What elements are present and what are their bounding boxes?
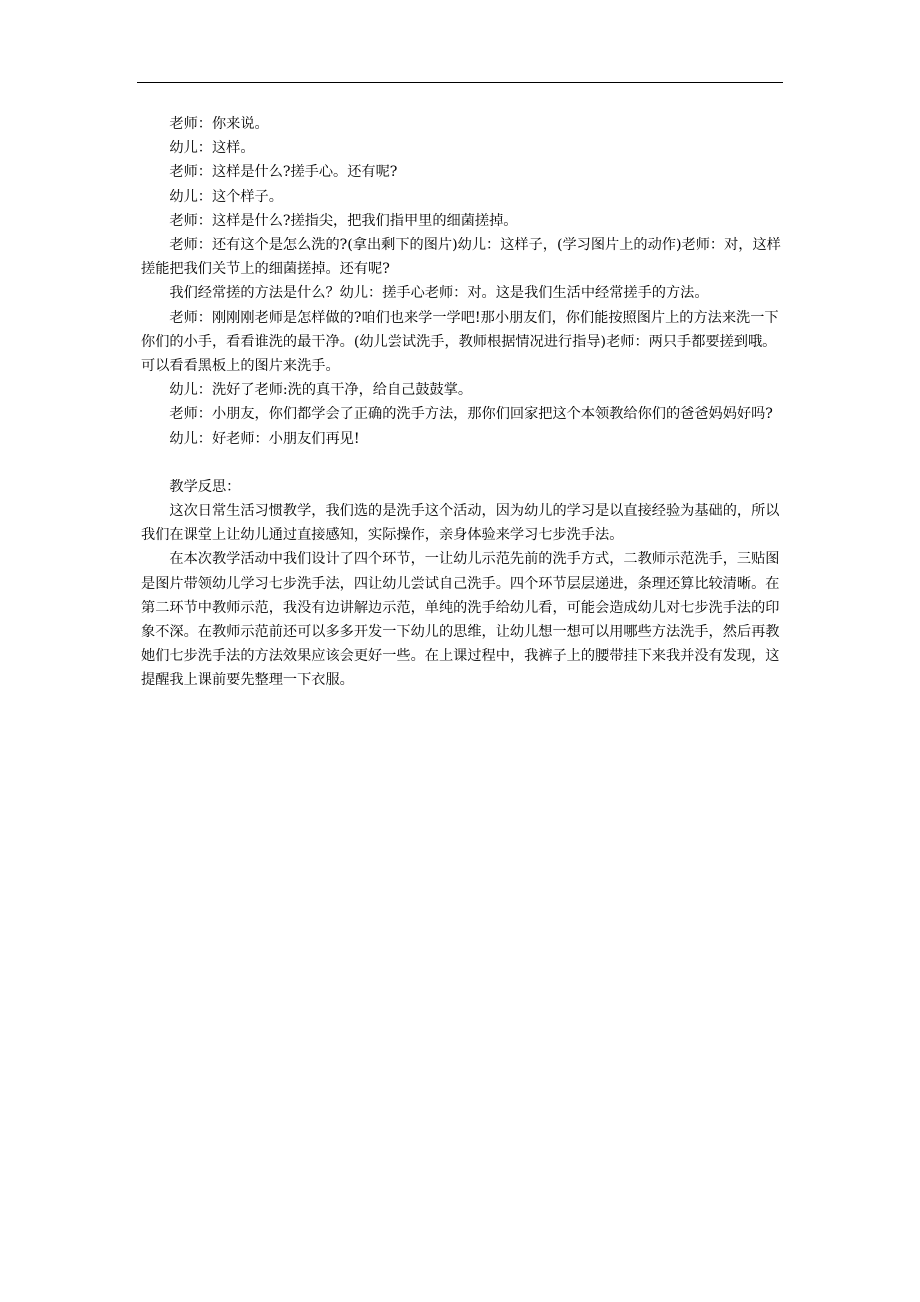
reflection-paragraph: 这次日常生活习惯教学，我们选的是洗手这个活动，因为幼儿的学习是以直接经验为基础的，所以我们在课堂上让幼儿通过直接感知，实际操作，亲身体验来学习七步洗手法。 <box>141 503 780 544</box>
dialogue-line: 老师：刚刚刚老师是怎样做的?咱们也来学一学吧!那小朋友们，你们能按照图片上的方法来洗一下你们的小手，看看谁洗的最干净。(幼儿尝试洗手，教师根据情况进行指导)老师：两只手都要搓到哦。可以看看黑板上的图片来洗手。 <box>141 309 779 375</box>
dialogue-line: 老师：你来说。 <box>169 116 269 132</box>
dialogue-line: 幼儿：洗好了老师:洗的真干净，给自己鼓鼓掌。 <box>169 382 473 399</box>
header-rule <box>137 82 783 83</box>
dialogue-line: 老师：小朋友，你们都学会了正确的洗手方法，那你们回家把这个本领教给你们的爸爸妈妈好吗? <box>169 406 773 423</box>
document-body <box>141 112 789 693</box>
dialogue-line: 老师：这样是什么?搓手心。还有呢? <box>169 164 398 181</box>
dialogue-line: 老师：还有这个是怎么洗的?(拿出剩下的图片)幼儿：这样子，(学习图片上的动作)老师：对，这样搓能把我们关节上的细菌搓掉。还有呢? <box>141 237 781 278</box>
dialogue-line: 我们经常搓的方法是什么？幼儿：搓手心老师：对。这是我们生活中经常搓手的方法。 <box>169 285 709 302</box>
reflection-heading: 教学反思： <box>169 478 241 495</box>
dialogue-line: 幼儿：这样。 <box>169 140 255 157</box>
dialogue-line: 幼儿：这个样子。 <box>169 188 283 205</box>
dialogue-line: 幼儿：好老师：小朋友们再见! <box>169 430 360 447</box>
reflection-paragraph: 在本次教学活动中我们设计了四个环节，一让幼儿示范先前的洗手方式，二教师示范洗手，三贴图是图片带领幼儿学习七步洗手法，四让幼儿尝试自己洗手。四个环节层层递进，条理还算比较清晰。在第二环节中教师示范，我没有边讲解边示范，单纯的洗手给幼儿看，可能会造成幼儿对七步洗手法的印象不深。在教师示范前还可以多多开发一下幼儿的思维，让幼儿想一想可以用哪些方法洗手，然后再教她们七步洗手法的方法效果应该会更好一些。在上课过程中，我裤子上的腰带挂下来我并没有发现，这提醒我上课前要先整理一下衣服。 <box>141 551 780 689</box>
dialogue-line: 老师：这样是什么?搓指尖，把我们指甲里的细菌搓掉。 <box>169 212 518 229</box>
